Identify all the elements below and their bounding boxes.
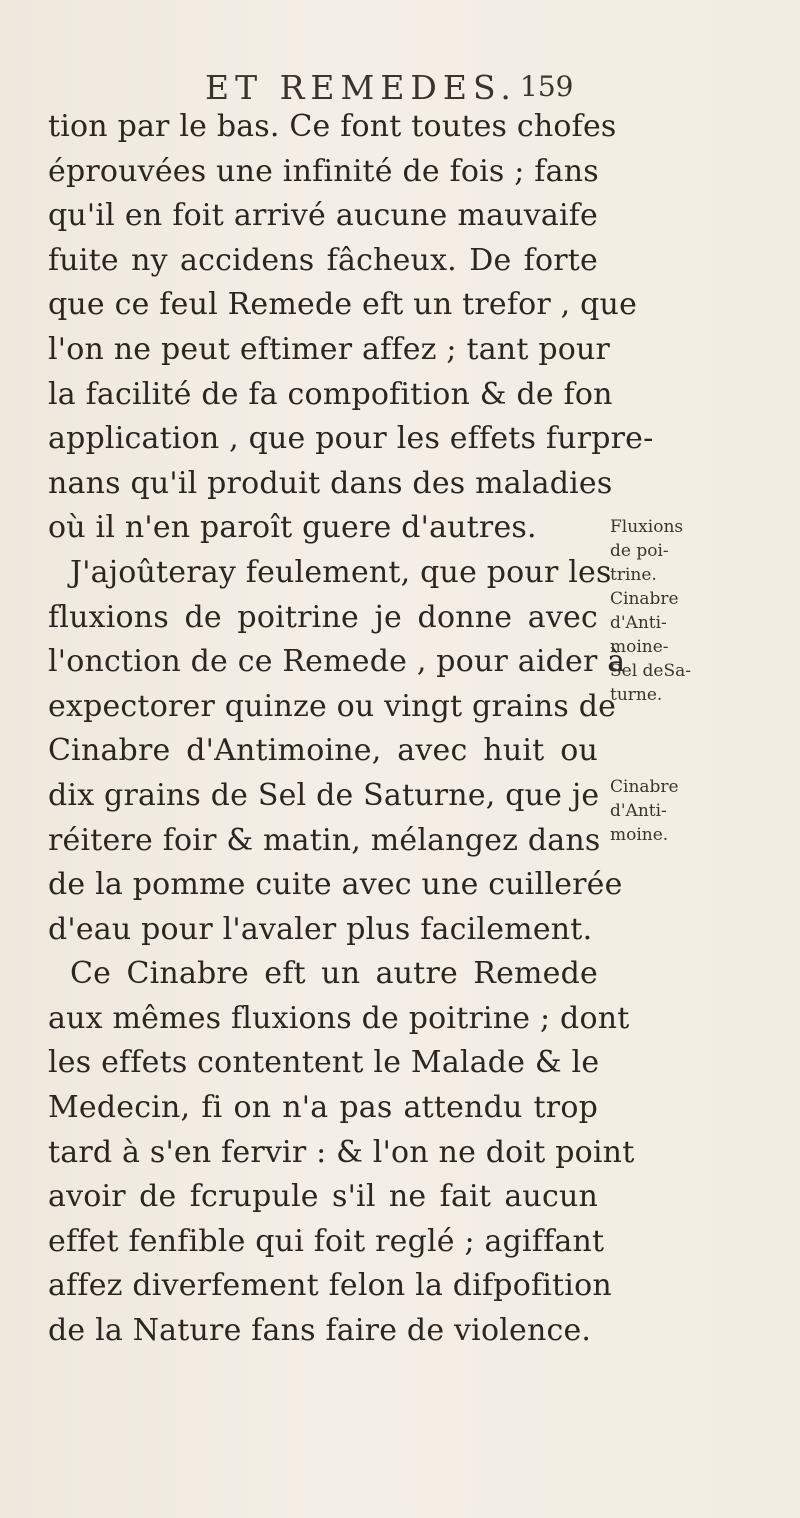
text-line: tion par le bas. Ce font toutes chofes: [48, 109, 617, 144]
margin-note-cinabre: [610, 775, 730, 847]
margin-note-fluxions: [610, 515, 730, 707]
text-line: où il n'en paroît guere d'autres.: [48, 510, 537, 546]
text-line: fluxions de poitrine je donne avec: [48, 599, 598, 635]
text-line: aux mêmes fluxions de poitrine ; dont: [48, 1000, 630, 1036]
text-line: Cinabre d'Antimoine, avec huit ou: [48, 733, 598, 769]
margin-note-line: d'Anti-: [610, 613, 667, 633]
text-line: dix grains de Sel de Saturne, que je: [48, 777, 600, 813]
text-line: d'eau pour l'avaler plus facilement.: [48, 911, 593, 947]
margin-note-line: Sel deSa-: [610, 661, 692, 681]
text-line: Medecin, fi on n'a pas attendu trop: [48, 1090, 598, 1126]
text-line: de la pomme cuite avec une cuillerée: [48, 867, 623, 903]
margin-note-line: trine.: [610, 565, 657, 585]
margin-note-line: Cinabre: [610, 777, 679, 797]
text-line: expectorer quinze ou vingt grains de: [48, 688, 617, 724]
text-line: fuite ny accidens fâcheux. De forte: [48, 242, 598, 278]
body-text: [48, 105, 654, 1354]
text-line: Ce Cinabre eft un autre Remede: [70, 956, 598, 992]
running-head-title: ET REMEDES.: [205, 68, 517, 107]
text-line: affez diverfement felon la difpofition: [48, 1268, 612, 1304]
text-line: qu'il en foit arrivé aucune mauvaife: [48, 198, 598, 234]
text-line: avoir de fcrupule s'il ne fait aucun: [48, 1179, 598, 1215]
text-line: réitere foir & matin, mélangez dans: [48, 822, 601, 858]
text-line: l'onction de ce Remede , pour aider à: [48, 644, 626, 680]
text-line: les effets contentent le Malade & le: [48, 1045, 600, 1081]
margin-note-line: Cinabre: [610, 589, 679, 609]
text-line: nans qu'il produit dans des maladies: [48, 465, 613, 501]
margin-note-line: moine-: [610, 637, 669, 657]
margin-note-line: de poi-: [610, 541, 669, 561]
margin-note-line: moine.: [610, 825, 669, 845]
page-number: 159: [520, 70, 574, 103]
text-line: la facilité de fa compofition & de fon: [48, 376, 613, 412]
margin-note-line: turne.: [610, 685, 663, 705]
text-line: tard à s'en fervir : & l'on ne doit point: [48, 1134, 635, 1170]
text-line: effet fenfible qui foit reglé ; agiffant: [48, 1223, 605, 1259]
text-line: application , que pour les effets furpre-: [48, 421, 654, 457]
text-line: J'ajoûteray feulement, que pour les: [70, 554, 612, 590]
text-line: éprouvées une infinité de fois ; fans: [48, 153, 599, 189]
margin-note-line: d'Anti-: [610, 801, 667, 821]
margin-note-line: Fluxions: [610, 517, 684, 537]
text-line: que ce feul Remede eft un trefor , que: [48, 287, 638, 323]
text-line: de la Nature fans faire de violence.: [48, 1313, 592, 1349]
text-line: l'on ne peut eftimer affez ; tant pour: [48, 331, 611, 367]
